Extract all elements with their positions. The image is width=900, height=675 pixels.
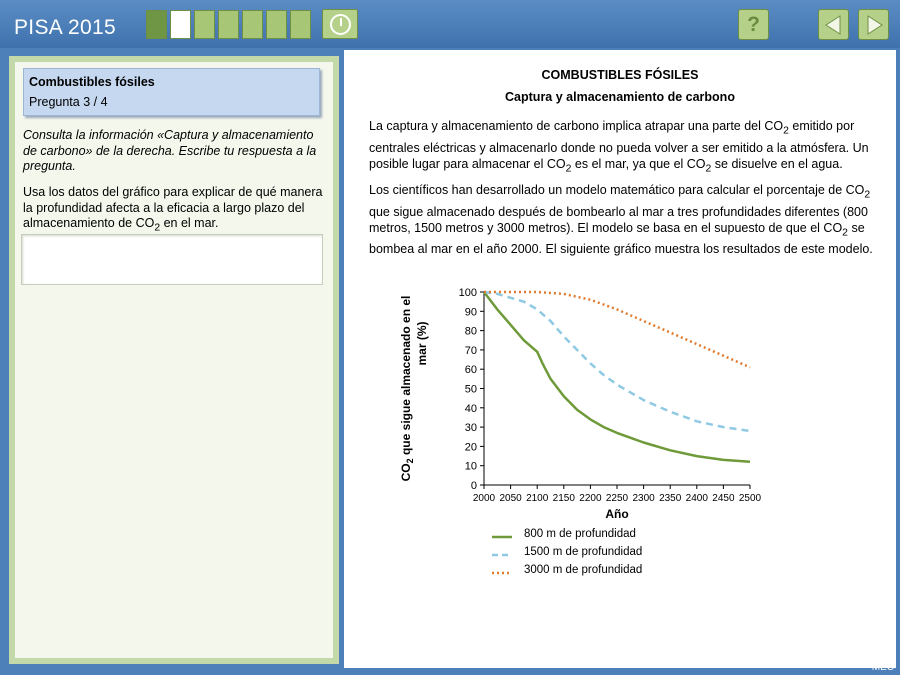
y-tick-label: 10 xyxy=(464,460,477,473)
y-tick-label: 40 xyxy=(464,402,477,415)
prompt-subscript: 2 xyxy=(154,222,161,234)
progress-segment-1 xyxy=(146,10,167,39)
legend-label-3000m: 3000 m de profundidad xyxy=(524,564,643,576)
question-header xyxy=(23,68,320,116)
footer-mark: MEC xyxy=(871,662,894,673)
help-button[interactable]: ? xyxy=(738,9,769,40)
para1-text: se disuelve en el agua. xyxy=(711,156,843,171)
progress-segment-6 xyxy=(266,10,287,39)
para1-sub: 2 xyxy=(565,163,572,174)
question-prompt xyxy=(23,185,327,236)
question-number: Pregunta 3 / 4 xyxy=(29,95,108,109)
y-tick-label: 60 xyxy=(464,364,477,377)
x-tick-label: 2400 xyxy=(685,493,708,504)
chart-legend xyxy=(490,528,690,582)
prompt-text-end: en el mar. xyxy=(160,216,219,230)
para2-text: que sigue almacenado después de bombearlo al mar a tres profundidades diferentes (800 metros, 1500 metros y 3000 metros). El modelo se basa en el supuesto de que el CO xyxy=(369,204,868,235)
progress-segment-4 xyxy=(218,10,239,39)
para1-text: es el mar, ya que el CO xyxy=(571,156,706,171)
next-button[interactable] xyxy=(858,9,889,40)
answer-input[interactable] xyxy=(21,234,323,285)
x-tick-label: 2100 xyxy=(526,493,549,504)
x-axis-label: Año xyxy=(605,507,629,521)
legend-swatch-800m xyxy=(490,532,516,542)
stimulus-subtitle: Captura y almacenamiento de carbono xyxy=(505,90,735,104)
stimulus-paragraph-2 xyxy=(369,182,874,257)
y-tick-label: 20 xyxy=(464,441,477,454)
para1-text: La captura y almacenamiento de carbono implica atrapar una parte del CO xyxy=(369,119,784,133)
progress-segment-5 xyxy=(242,10,263,39)
y-axis-label-text: CO xyxy=(399,463,413,482)
legend-item-1500m xyxy=(490,546,690,564)
y-tick-label: 90 xyxy=(464,306,477,319)
prompt-text: Usa los datos del gráfico para explicar de qué manera la profundidad afecta a la eficacia a largo plazo del almacenamiento de CO xyxy=(23,185,323,230)
y-axis-label-subscript: 2 xyxy=(405,458,415,464)
x-tick-label: 2200 xyxy=(579,493,602,504)
legend-item-800m xyxy=(490,528,690,546)
para1-text: emitido por centrales eléctricas y almacenarlo donde no pueda volver a ser emitido a la atmósfera. Un posible lugar para almacenar el CO xyxy=(369,119,869,171)
app-title: PISA 2015 xyxy=(14,16,116,39)
y-tick-label: 70 xyxy=(464,344,477,357)
y-tick-label: 30 xyxy=(464,422,477,435)
legend-item-3000m xyxy=(490,564,690,582)
progress-segment-2 xyxy=(170,10,191,39)
para2-sub: 2 xyxy=(842,227,848,238)
para2-text: se bombea al mar en el año 2000. El siguiente gráfico muestra los resultados de este modelo. xyxy=(369,220,873,256)
timer-button[interactable] xyxy=(322,9,358,39)
stimulus-panel xyxy=(344,50,896,668)
series-line-2 xyxy=(484,292,750,431)
arrow-left-icon xyxy=(824,15,844,35)
progress-segment-7 xyxy=(290,10,311,39)
series-line-3 xyxy=(484,292,750,367)
series-line-1 xyxy=(484,292,750,462)
x-tick-label: 2050 xyxy=(499,493,522,504)
para2-sub: 2 xyxy=(864,189,871,201)
y-axis-label-line-1 xyxy=(399,296,415,482)
x-tick-label: 2350 xyxy=(659,493,682,504)
x-tick-label: 2300 xyxy=(632,493,655,504)
x-tick-label: 2150 xyxy=(552,493,575,504)
y-tick-label: 0 xyxy=(470,480,477,492)
legend-swatch-1500m xyxy=(490,550,516,560)
x-tick-label: 2500 xyxy=(738,493,762,504)
clock-icon xyxy=(330,14,351,35)
para1-sub: 2 xyxy=(705,163,712,174)
y-tick-label: 100 xyxy=(458,287,477,299)
para1-sub: 2 xyxy=(783,125,789,137)
question-panel xyxy=(9,56,339,664)
top-bar xyxy=(0,0,900,48)
chart-svg xyxy=(384,272,774,522)
y-axis-label-text: que sigue almacenado en el xyxy=(399,295,413,459)
x-tick-label: 2000 xyxy=(472,493,496,504)
legend-swatch-3000m xyxy=(490,568,516,578)
question-title: Combustibles fósiles xyxy=(29,75,155,89)
previous-button[interactable] xyxy=(818,9,849,40)
question-instruction: Consulta la información «Captura y almacenamiento de carbono» de la derecha. Escribe tu respuesta a la pregunta. xyxy=(23,128,317,173)
stimulus-paragraph-1 xyxy=(369,118,874,177)
para2-text: Los científicos han desarrollado un modelo matemático para calcular el porcentaje de CO xyxy=(369,183,865,197)
x-tick-label: 2450 xyxy=(712,493,735,504)
arrow-right-icon xyxy=(864,15,884,35)
legend-label-800m: 800 m de profundidad xyxy=(524,528,636,540)
y-tick-label: 80 xyxy=(464,325,477,338)
y-axis-label-line-2: mar (%) xyxy=(415,321,429,366)
progress-segment-3 xyxy=(194,10,215,39)
x-tick-label: 2250 xyxy=(605,493,629,504)
y-tick-label: 50 xyxy=(464,383,477,396)
question-progress xyxy=(146,10,314,39)
stimulus-title: COMBUSTIBLES FÓSILES xyxy=(541,68,699,82)
legend-label-1500m: 1500 m de profundidad xyxy=(524,546,643,558)
